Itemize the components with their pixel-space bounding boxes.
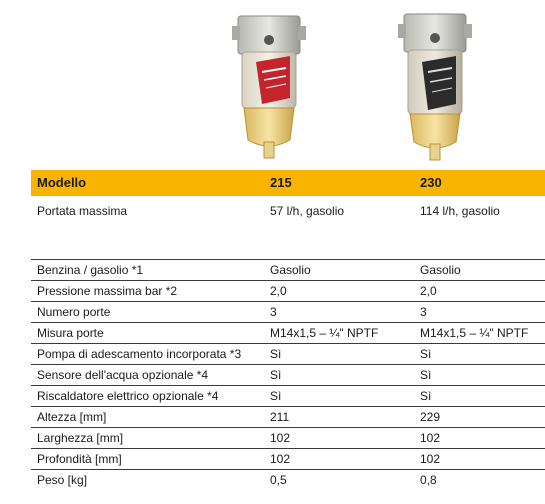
row-value-230: 114 l/h, gasolio bbox=[414, 196, 545, 260]
table-row bbox=[31, 407, 545, 428]
row-label: Riscaldatore elettrico opzionale *4 bbox=[31, 386, 264, 407]
spec-table bbox=[31, 170, 545, 490]
row-value-215: 102 bbox=[264, 428, 414, 449]
row-label: Peso [kg] bbox=[37, 473, 88, 487]
row-value-215: 57 l/h, gasolio bbox=[264, 196, 414, 260]
product-images bbox=[0, 0, 545, 170]
table-row bbox=[31, 323, 545, 344]
row-label: Pressione massima bar *2 bbox=[31, 281, 264, 302]
row-value-215: 2,0 bbox=[264, 281, 414, 302]
row-value-230: 229 bbox=[414, 407, 545, 428]
row-label: Sensore dell'acqua opzionale *4 bbox=[31, 365, 264, 386]
table-row bbox=[31, 365, 545, 386]
fuel-filter-215-image bbox=[228, 12, 310, 162]
label-panel bbox=[256, 56, 290, 104]
row-value-230: 2,0 bbox=[414, 281, 545, 302]
header-model-230: 230 bbox=[414, 170, 545, 196]
table-row bbox=[31, 386, 545, 407]
row-label: Numero porte bbox=[31, 302, 264, 323]
row-value-230: 3 bbox=[414, 302, 545, 323]
row-label: Portata massima bbox=[31, 196, 264, 260]
table-header-row bbox=[31, 170, 545, 196]
row-label: Profondità [mm] bbox=[31, 449, 264, 470]
row-value-215: 211 bbox=[264, 407, 414, 428]
row-value-230: Gasolio bbox=[414, 260, 545, 281]
table-row bbox=[31, 470, 545, 491]
row-value-215: Gasolio bbox=[264, 260, 414, 281]
table-row bbox=[31, 281, 545, 302]
row-value-215: Sì bbox=[264, 365, 414, 386]
row-label: Altezza [mm] bbox=[31, 407, 264, 428]
row-label: Pompa di adescamento incorporata *3 bbox=[31, 344, 264, 365]
row-label: Benzina / gasolio *1 bbox=[31, 260, 264, 281]
table-row bbox=[31, 302, 545, 323]
table-row bbox=[31, 196, 545, 260]
row-value-230: Sì bbox=[414, 365, 545, 386]
table-row bbox=[31, 428, 545, 449]
table-row bbox=[31, 449, 545, 470]
row-value-230: 0,8 bbox=[420, 473, 437, 487]
table-row bbox=[31, 344, 545, 365]
fuel-filter-230-image bbox=[394, 12, 476, 162]
row-label: Larghezza [mm] bbox=[31, 428, 264, 449]
row-value-215: Sì bbox=[264, 386, 414, 407]
table-row bbox=[31, 260, 545, 281]
row-value-230: 102 bbox=[414, 449, 545, 470]
row-value-230: Sì bbox=[414, 386, 545, 407]
label-panel bbox=[422, 56, 456, 110]
row-label: Misura porte bbox=[31, 323, 264, 344]
row-value-230: M14x1,5 – ¼" NPTF bbox=[414, 323, 545, 344]
row-value-215: M14x1,5 – ¼" NPTF bbox=[264, 323, 414, 344]
row-value-215: 102 bbox=[264, 449, 414, 470]
header-model-215: 215 bbox=[264, 170, 414, 196]
header-label: Modello bbox=[31, 170, 264, 196]
row-value-230: 102 bbox=[414, 428, 545, 449]
row-value-230: Sì bbox=[414, 344, 545, 365]
row-value-215: 0,5 bbox=[270, 473, 287, 487]
row-value-215: Sì bbox=[264, 344, 414, 365]
row-value-215: 3 bbox=[264, 302, 414, 323]
